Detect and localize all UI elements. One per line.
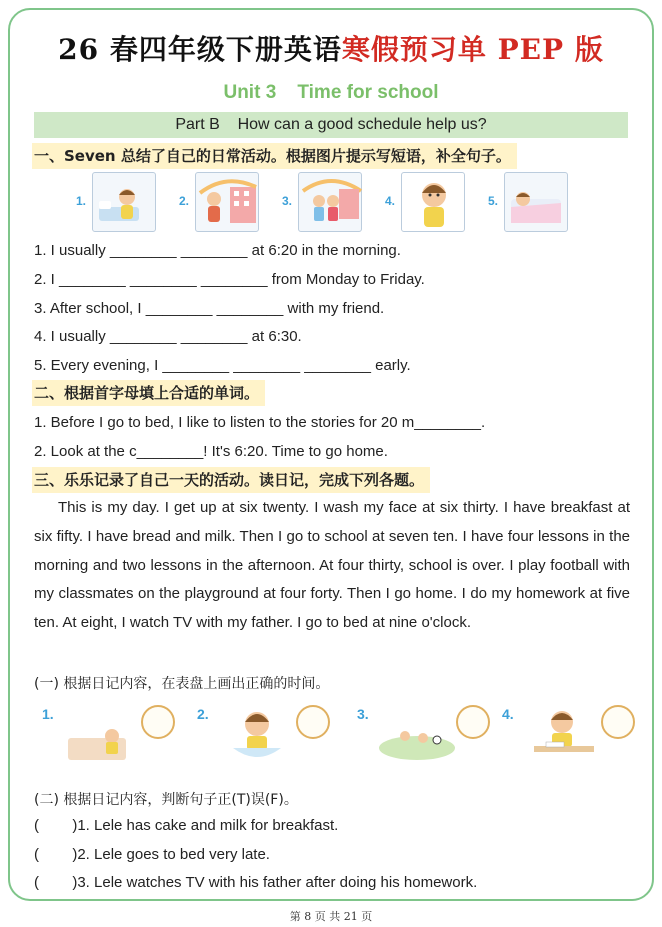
football-scene [377, 700, 493, 768]
picture-5 [484, 172, 574, 232]
picture-number: 4. [385, 194, 396, 208]
wake-up-scene [62, 700, 178, 768]
clock-picture-2 [195, 700, 335, 768]
picture-3 [278, 172, 368, 232]
part-1-heading: (一) 根据日记内容，在表盘上画出正确的时间。 [34, 676, 330, 692]
picture-number: 4. [502, 706, 514, 722]
sleep-illustration [504, 172, 568, 232]
homework-scene [522, 700, 638, 768]
title-black: 26 春四年级下册英语 [58, 33, 342, 66]
tf-line-3: ( )3. Lele watches TV with his father after doing his homework. [34, 874, 478, 891]
picture-4 [381, 172, 471, 232]
part-bar: Part B How can a good schedule help us? [34, 112, 628, 138]
section-1-pictures [72, 172, 572, 234]
picture-2 [175, 172, 265, 232]
s1-line-3: 3. After school, I ________ ________ with my friend. [34, 300, 385, 317]
boy-illustration [401, 172, 465, 232]
clock-pictures [40, 700, 640, 770]
picture-number: 2. [197, 706, 209, 722]
section-3-heading: 三、乐乐记录了自己一天的活动。读日记，完成下列各题。 [32, 467, 430, 493]
picture-number: 3. [282, 194, 293, 208]
part-2-heading: (二) 根据日记内容，判断句子正(T)误(F)。 [34, 792, 298, 808]
friends-illustration [298, 172, 362, 232]
diary-passage: This is my day. I get up at six twenty. I wash my face at six thirty. I have breakfast at six fifty. I have bread and milk. Then I go to school at seven ten. I have four lessons in the morning and two lessons in the afternoon. At four thirty, school is over. I play football with my classmates on the playground at four forty. Then I go home. I do my homework at five ten. At eight, I watch TV with my father. I go to bed at nine o'clock. [34, 499, 630, 632]
picture-number: 2. [179, 194, 190, 208]
s1-line-4: 4. I usually ________ ________ at 6:30. [34, 328, 302, 345]
section-2-heading: 二、根据首字母填上合适的单词。 [32, 380, 265, 406]
s1-line-5: 5. Every evening, I ________ ________ ________ early. [34, 357, 411, 374]
picture-number: 5. [488, 194, 499, 208]
wash-face-scene [217, 700, 333, 768]
page-title [0, 28, 662, 68]
picture-number: 1. [76, 194, 87, 208]
title-red: 寒假预习单 PEP 版 [341, 33, 604, 66]
page-footer: 第 8 页 共 21 页 [289, 910, 373, 923]
section-1-heading: 一、Seven 总结了自己的日常活动。根据图片提示写短语，补全句子。 [32, 143, 517, 169]
s2-line-2: 2. Look at the c________! It's 6:20. Time to go home. [34, 443, 388, 460]
clock-picture-3 [355, 700, 495, 768]
unit-title: Unit 3 Time for school [223, 82, 439, 103]
tf-line-1: ( )1. Lele has cake and milk for breakfast. [34, 817, 339, 834]
wake-up-illustration [92, 172, 156, 232]
clock-picture-4 [500, 700, 640, 768]
picture-1 [72, 172, 162, 232]
clock-picture-1 [40, 700, 180, 768]
s2-line-1: 1. Before I go to bed, I like to listen to the stories for 20 m________. [34, 414, 486, 431]
picture-number: 3. [357, 706, 369, 722]
picture-number: 1. [42, 706, 54, 722]
school-illustration [195, 172, 259, 232]
tf-line-2: ( )2. Lele goes to bed very late. [34, 846, 270, 863]
s1-line-1: 1. I usually ________ ________ at 6:20 in the morning. [34, 242, 401, 259]
s1-line-2: 2. I ________ ________ ________ from Monday to Friday. [34, 271, 425, 288]
